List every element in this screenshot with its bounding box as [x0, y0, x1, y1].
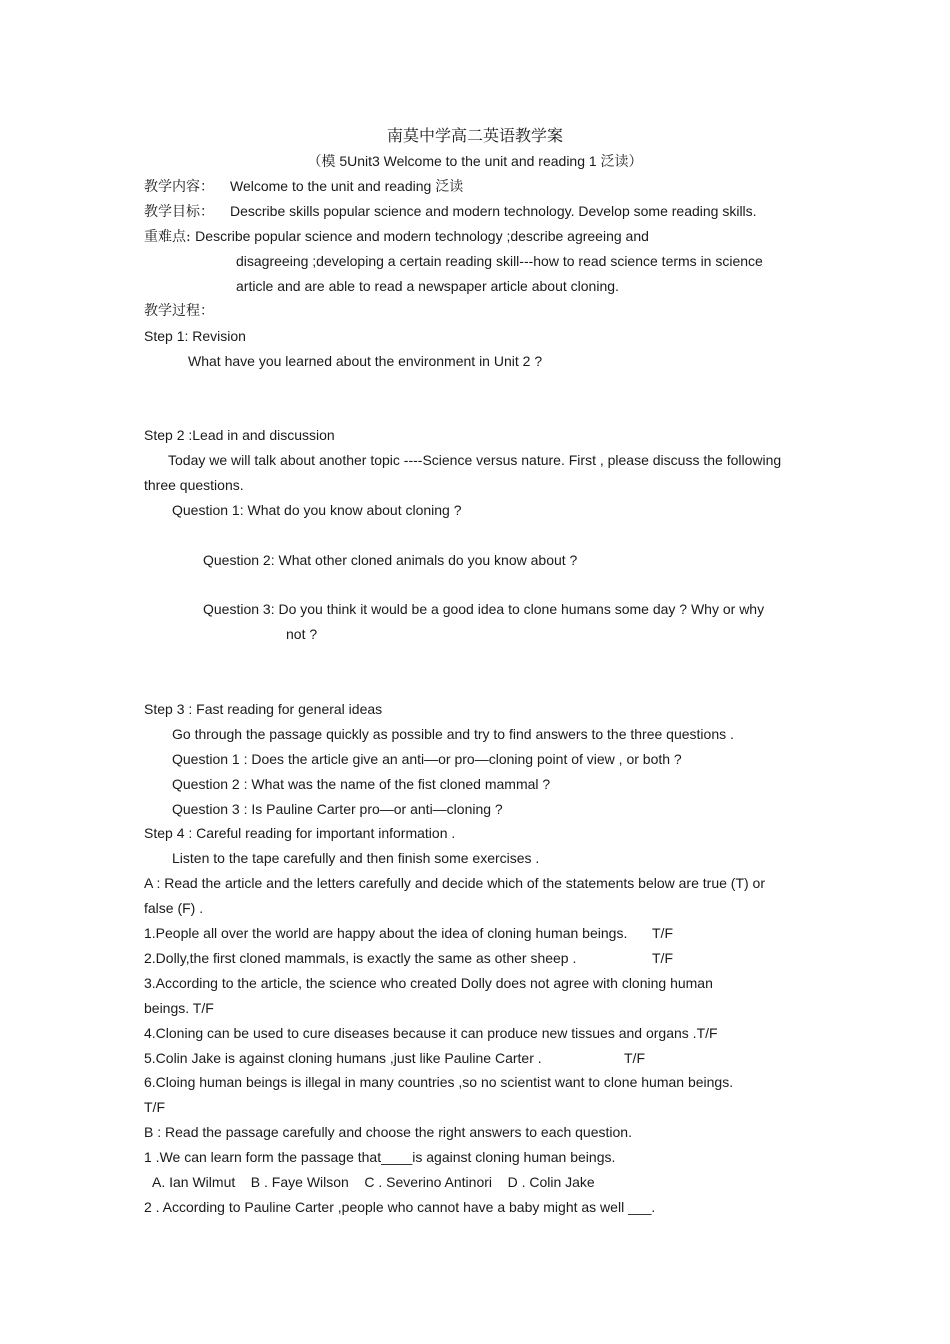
step2-intro-line-2: three questions.: [144, 477, 244, 493]
step1-question: What have you learned about the environment in Unit 2 ?: [188, 353, 543, 369]
process-label: 教学过程：: [144, 303, 214, 319]
step2-question-3-line-1: Question 3: Do you think it would be a good idea to clone humans some day ? Why or why: [203, 601, 765, 617]
page-subtitle: （模 5Unit3 Welcome to the unit and reading 1 泛读）: [307, 153, 643, 169]
statement-4: 4.Cloning can be used to cure diseases because it can produce new tissues and organs .T/F: [144, 1025, 718, 1041]
statement-6-line-2: T/F: [144, 1099, 165, 1115]
part-a-line-2: false (F) .: [144, 900, 204, 916]
step4-heading: Step 4 : Careful reading for important information .: [144, 825, 456, 841]
part-b-question-1-options: A. Ian Wilmut B . Faye Wilson C . Severino Antinori D . Colin Jake: [152, 1174, 595, 1190]
step3-heading: Step 3 : Fast reading for general ideas: [144, 701, 383, 717]
step3-intro: Go through the passage quickly as possible and try to find answers to the three questions .: [172, 726, 734, 742]
goal-value: Describe skills popular science and modern technology. Develop some reading skills.: [230, 203, 757, 219]
step2-question-3-line-2: not ?: [286, 626, 318, 642]
step3-question-3: Question 3 : Is Pauline Carter pro—or anti—cloning ?: [172, 801, 503, 817]
statement-2: 2.Dolly,the first cloned mammals, is exactly the same as other sheep .: [144, 950, 577, 966]
goal-row: [144, 202, 757, 221]
statement-3-line-2: beings. T/F: [144, 1000, 214, 1016]
statement-5: 5.Colin Jake is against cloning humans ,just like Pauline Carter .: [144, 1050, 542, 1066]
part-b-question-2: 2 . According to Pauline Carter ,people who cannot have a baby might as well ___.: [144, 1199, 656, 1215]
step3-question-2: Question 2 : What was the name of the fist cloned mammal ?: [172, 776, 551, 792]
statement-1: 1.People all over the world are happy about the idea of cloning human beings.: [144, 925, 628, 941]
statement-3-line-1: 3.According to the article, the science who created Dolly does not agree with cloning human: [144, 975, 713, 991]
statement-6-line-1: 6.Cloing human beings is illegal in many countries ,so no scientist want to clone human beings.: [144, 1074, 734, 1090]
step2-question-1: Question 1: What do you know about cloning ?: [172, 502, 462, 518]
page-title: 南莫中学高二英语教学案: [386, 126, 563, 145]
key-line-1: Describe popular science and modern technology ;describe agreeing and: [195, 228, 649, 244]
key-line-2: disagreeing ;developing a certain reading skill---how to read science terms in science: [236, 253, 763, 269]
step2-intro-line-1: Today we will talk about another topic ----Science versus nature. First , please discuss the following: [168, 452, 782, 468]
key-label: 重难点:: [144, 229, 196, 245]
key-line-3: article and are able to read a newspaper article about cloning.: [236, 278, 619, 294]
step2-question-2: Question 2: What other cloned animals do you know about ?: [203, 552, 578, 568]
step4-intro: Listen to the tape carefully and then finish some exercises .: [172, 850, 540, 866]
step2-heading: Step 2 :Lead in and discussion: [144, 427, 335, 443]
part-a-line-1: A : Read the article and the letters carefully and decide which of the statements below are true (T) or: [144, 875, 765, 891]
statement-1-tf: T/F: [652, 925, 673, 941]
content-label: 教学内容：: [144, 179, 214, 195]
goal-label: 教学目标：: [144, 204, 214, 220]
statement-2-tf: T/F: [652, 950, 673, 966]
part-b-question-1: 1 .We can learn form the passage that____is against cloning human beings.: [144, 1149, 616, 1165]
key-row: [144, 227, 649, 246]
step1-heading: Step 1: Revision: [144, 328, 246, 344]
step3-question-1: Question 1 : Does the article give an anti—or pro—cloning point of view , or both ?: [172, 751, 682, 767]
part-b-heading: B : Read the passage carefully and choose the right answers to each question.: [144, 1124, 632, 1140]
content-value: Welcome to the unit and reading 泛读: [230, 178, 464, 194]
content-row: [144, 177, 463, 196]
statement-5-tf: T/F: [624, 1050, 645, 1066]
